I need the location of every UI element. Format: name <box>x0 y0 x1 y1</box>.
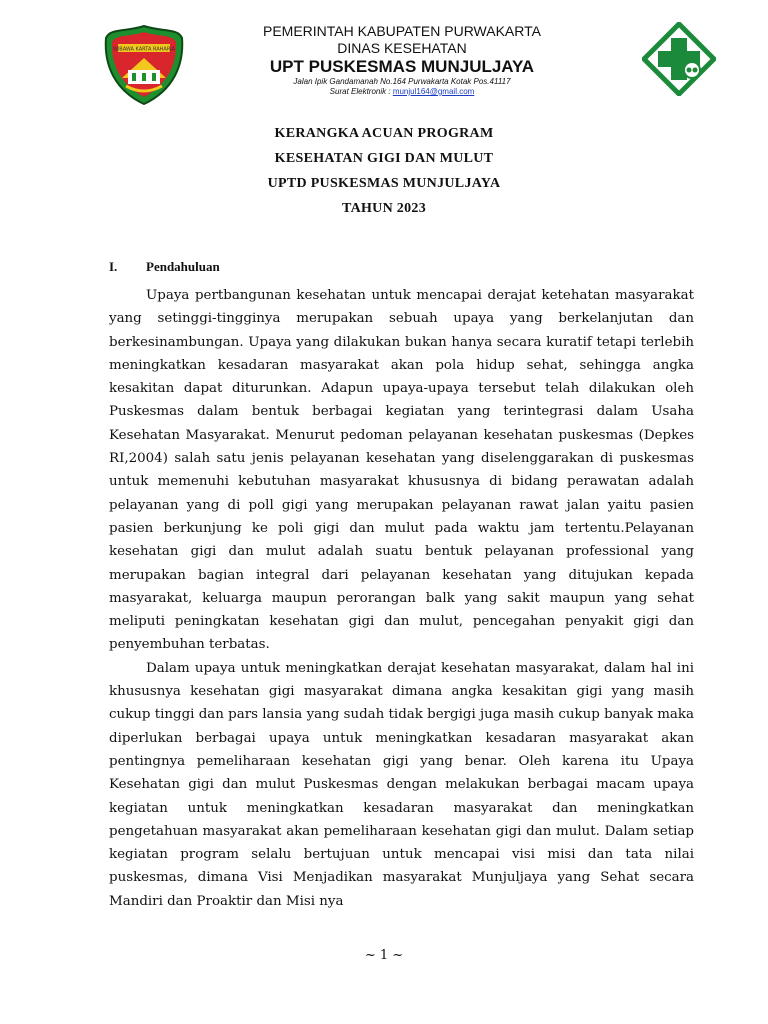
letterhead-institution: UPT PUSKESMAS MUNJULJAYA <box>269 57 535 76</box>
letterhead-address: Jalan Ipik Gandamanah No.164 Purwakarta Kotak Pos.41117 <box>293 77 511 86</box>
letterhead-email-line <box>200 87 604 97</box>
section-number: I. <box>109 259 118 274</box>
title-line-3: UPTD PUSKESMAS MUNJULJAYA <box>267 176 501 191</box>
section-title: Pendahuluan <box>146 259 220 274</box>
section-heading <box>109 259 220 275</box>
title-line-1: KERANGKA ACUAN PROGRAM <box>274 126 494 141</box>
title-line-4: TAHUN 2023 <box>341 201 427 216</box>
letterhead <box>0 0 768 110</box>
email-label: Surat Elektronik : <box>329 87 393 96</box>
paragraph-1: Upaya pertbangunan kesehatan untuk mencapai derajat ketehatan masyarakat yang setinggi-tingginya merupakan sebuah upaya yang berkelanjutan dan berkesinambungan. Upaya yang dilakukan bukan hanya secara kuratif tetapi terlebih meningkatkan kesadaran masyarakat akan pola hidup sehat, sehingga angka kesakitan dapat diturunkan. Adapun upaya-upaya tersebut telah dilakukan oleh Puskesmas dalam bentuk berbagai kegiatan yang terintegrasi dalam Usaha Kesehatan Masyarakat. Menurut pedoman pelayanan kesehatan puskesmas (Depkes RI,2004) salah satu jenis pelayanan kesehatan yang diselenggarakan di puskesmas untuk memenuhi kebutuhan masyarakat khususnya di bidang perawatan adalah pelayanan yang di poll gigi yang merupakan pelayanan rawat jalan yaitu pasien pasien berkunjung ke poli gigi dan mulut pada waktu jam tertentu.Pelayanan kesehatan gigi dan mulut adalah suatu bentuk pelayanan professional yang merupakan bagian integral dari pelayanan kesehatan yang ditujukan kepada masyarakat, keluarga maupun perorangan balk yang sakit maupun yang sehat meliputi peningkatan kesehatan gigi dan mulut, pencegahan penyakit gigi dan penyembuhan terbatas. <box>109 288 694 653</box>
purwakarta-regency-logo <box>104 24 184 106</box>
document-title <box>0 121 768 221</box>
svg-text:WIBAWA KARTA RAHARJA: WIBAWA KARTA RAHARJA <box>112 46 176 53</box>
letterhead-department: DINAS KESEHATAN <box>337 40 467 56</box>
puskesmas-logo <box>642 22 716 96</box>
letterhead-government: PEMERINTAH KABUPATEN PURWAKARTA <box>263 23 541 39</box>
page-number: ~ 1 ~ <box>364 948 404 963</box>
section-body <box>109 284 694 913</box>
email-link[interactable]: munjul164@gmail.com <box>392 87 475 96</box>
paragraph-2: Dalam upaya untuk meningkatkan derajat kesehatan masyarakat, dalam hal ini khususnya kesehatan gigi masyarakat dimana angka kesakitan gigi yang masih cukup tinggi dan pars lansia yang sudah tidak bergigi juga masih cukup banyak maka diperlukan berbagai upaya untuk meningkatkan kesadaran masyarakat akan pentingnya pemeliharaan kesehatan gigi yang benar. Oleh karena itu Upaya Kesehatan gigi dan mulut Puskesmas dengan melakukan berbagai macam upaya kegiatan untuk meningkatkan kesadaran masyarakat dan meningkatkan pengetahuan masyarakat akan pemeliharaan kesehatan gigi dan mulut. Dalam setiap kegiatan program selalu bertujuan untuk mencapai visi misi dan tata nilai puskesmas, dimana Visi Menjadikan masyarakat Munjuljaya yang Sehat secara Mandiri dan Proaktir dan Misi nya <box>109 660 694 909</box>
title-line-2: KESEHATAN GIGI DAN MULUT <box>274 151 494 166</box>
